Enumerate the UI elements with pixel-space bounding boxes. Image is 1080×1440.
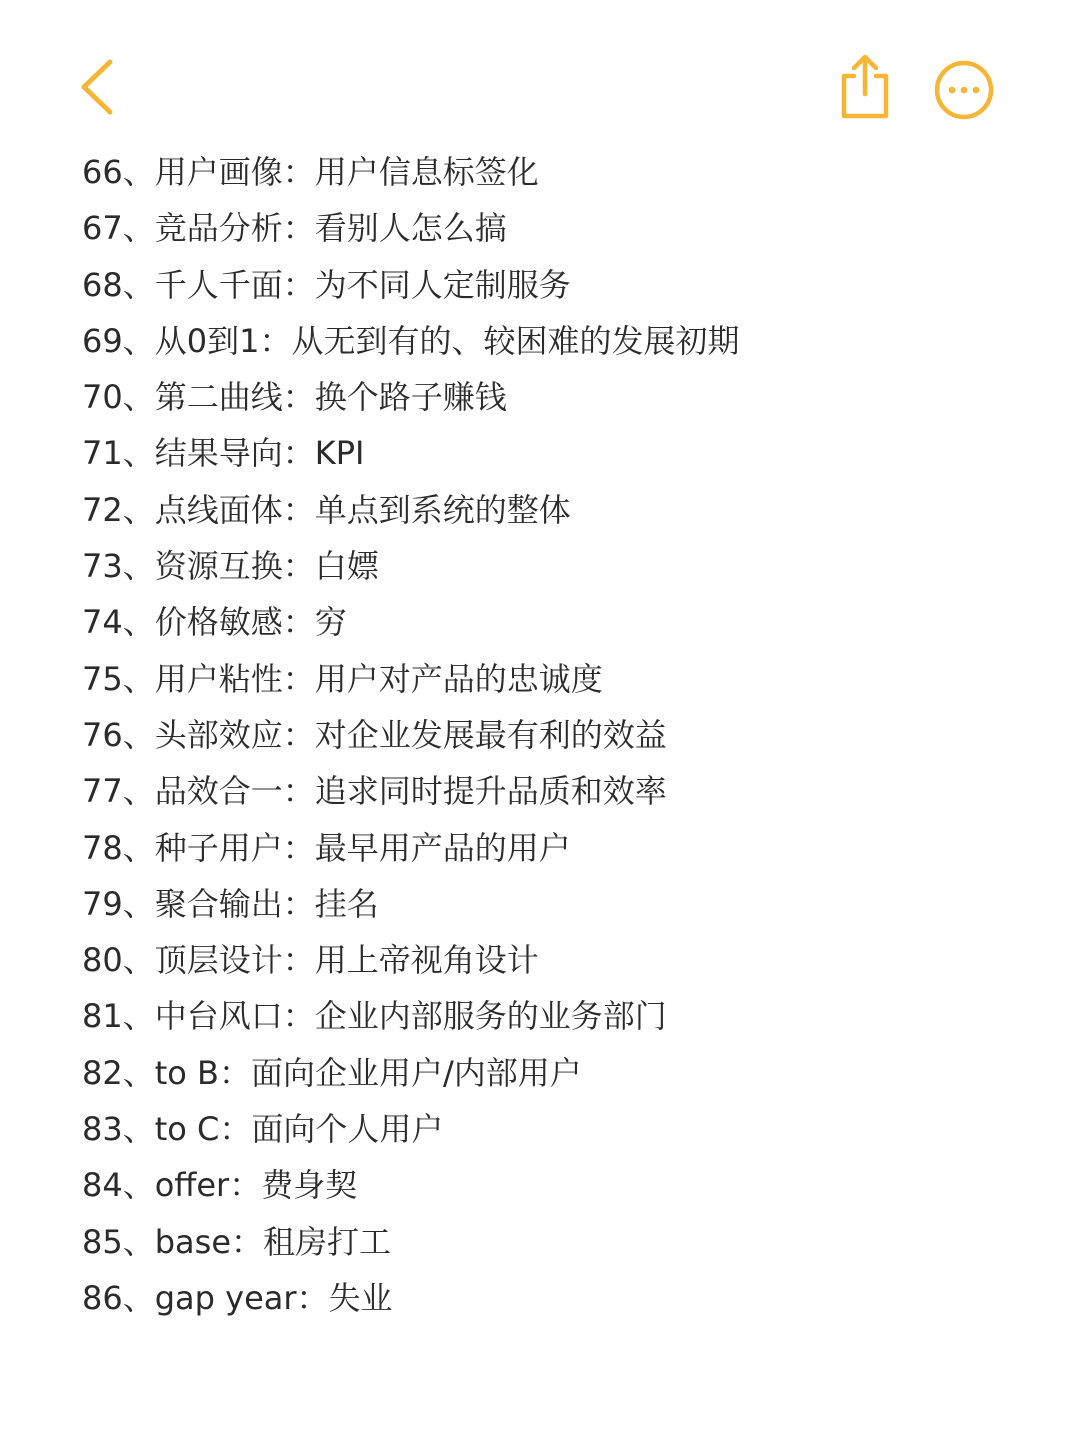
note-line: 66、用户画像：用户信息标签化 xyxy=(82,153,539,191)
top-toolbar xyxy=(0,0,1080,150)
note-line: 83、to C：面向个人用户 xyxy=(82,1110,444,1149)
note-line: 68、千人千面：为不同人定制服务 xyxy=(82,265,571,304)
chevron-left-icon xyxy=(72,52,128,122)
note-line: 73、资源互换：白嫖 xyxy=(82,547,379,586)
note-line: 84、offer：费身契 xyxy=(82,1166,358,1205)
note-line: 79、聚合输出：挂名 xyxy=(82,884,379,923)
note-line: 82、to B：面向企业用户/内部用户 xyxy=(82,1053,582,1092)
note-line: 74、价格敏感：穷 xyxy=(82,603,347,642)
note-line: 75、用户粘性：用户对产品的忠诚度 xyxy=(82,659,603,698)
note-line: 76、头部效应：对企业发展最有利的效益 xyxy=(82,715,667,754)
share-button[interactable] xyxy=(832,50,898,122)
note-line: 85、base：租房打工 xyxy=(82,1222,392,1261)
note-line: 71、结果导向：KPI xyxy=(82,434,365,473)
note-line: 70、第二曲线：换个路子赚钱 xyxy=(82,378,507,417)
more-button[interactable] xyxy=(930,56,998,124)
more-horizontal-icon xyxy=(930,56,998,124)
note-line: 67、竞品分析：看别人怎么搞 xyxy=(82,209,507,248)
note-line: 86、gap year：失业 xyxy=(82,1278,393,1317)
note-line: 69、从0到1：从无到有的、较困难的发展初期 xyxy=(82,321,740,360)
note-line: 81、中台风口：企业内部服务的业务部门 xyxy=(82,997,667,1036)
note-line: 77、品效合一：追求同时提升品质和效率 xyxy=(82,772,667,811)
share-icon xyxy=(832,50,898,122)
back-button[interactable] xyxy=(72,52,128,122)
note-line: 80、顶层设计：用上帝视角设计 xyxy=(82,941,539,980)
notes-list xyxy=(82,144,1042,1326)
note-line: 78、种子用户：最早用产品的用户 xyxy=(82,828,571,867)
note-line: 72、点线面体：单点到系统的整体 xyxy=(82,490,571,529)
